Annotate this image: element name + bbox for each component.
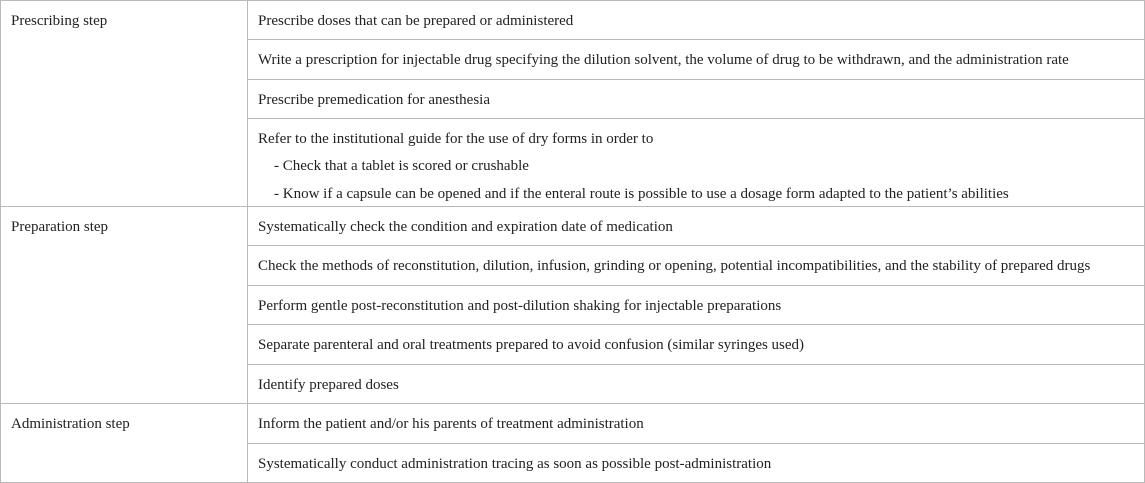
action-text: Write a prescription for injectable drug specifying the dilution solvent, the volume of drug to be withdrawn, and the administration rate [258,52,1069,68]
action-text: Prescribe doses that can be prepared or administered [258,13,574,29]
table-row [1,404,1145,444]
action-cell [248,325,1145,365]
action-text: Inform the patient and/or his parents of treatment administration [258,416,644,432]
action-cell [248,246,1145,286]
table-row [1,1,1145,40]
action-text: Identify prepared doses [258,377,399,393]
action-cell [248,207,1145,246]
action-text: Check the methods of reconstitution, dilution, infusion, grinding or opening, potential incompatibilities, and the stability of prepared drugs [258,258,1091,274]
action-text: Systematically check the condition and expiration date of medication [258,219,673,235]
step-cell-prescribing: Prescribing step [1,1,248,207]
action-cell [248,119,1145,207]
step-cell-administration: Administration step [1,404,248,483]
action-text: Perform gentle post-reconstitution and post-dilution shaking for injectable preparations [258,298,782,314]
action-cell [248,1,1145,40]
action-text: Refer to the institutional guide for the use of dry forms in order to [258,131,654,147]
step-cell-preparation: Preparation step [1,207,248,404]
table-row [1,207,1145,246]
action-cell [248,40,1145,80]
action-subitem: - Check that a tablet is scored or crushable [274,158,529,174]
action-subitem: - Know if a capsule can be opened and if the enteral route is possible to use a dosage form adapted to the patient’s abilities [274,186,1009,202]
action-cell [248,365,1145,404]
action-text: Separate parenteral and oral treatments prepared to avoid confusion (similar syringes used) [258,337,805,353]
action-cell [248,404,1145,444]
action-cell [248,286,1145,325]
action-text: Prescribe premedication for anesthesia [258,92,490,108]
action-cell [248,80,1145,119]
action-text: Systematically conduct administration tracing as soon as possible post-administration [258,456,772,472]
action-cell [248,444,1145,483]
